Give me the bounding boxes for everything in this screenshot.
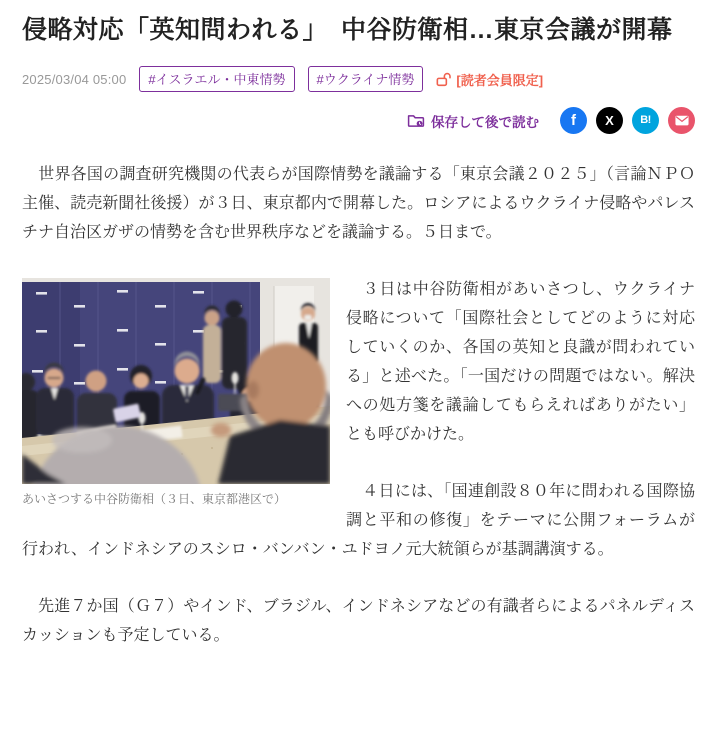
article-title: 侵略対応「英知問われる」 中谷防衛相…東京会議が開幕 bbox=[22, 16, 673, 44]
hatena-icon: B! bbox=[640, 114, 651, 126]
paragraph-lead: 世界各国の調査研究機関の代表らが国際情勢を議論する「東京会議２０２５」（言論ＮＰＯ主催、読売新聞社後援）が３日、東京都内で開幕した。ロシアによるウクライナ侵略やパレスチナ自治区ガザの情勢を含む世界秩序などを議論する。５日まで。 bbox=[22, 166, 695, 241]
share-row bbox=[22, 107, 695, 134]
facebook-share-button[interactable] bbox=[560, 107, 587, 134]
hatena-share-button[interactable] bbox=[632, 107, 659, 134]
tag-ukraine[interactable]: #ウクライナ情勢 bbox=[308, 66, 424, 92]
save-folder-icon bbox=[407, 113, 425, 128]
conference-photo bbox=[22, 278, 330, 484]
mail-share-button[interactable] bbox=[668, 107, 695, 134]
article-body bbox=[22, 160, 695, 650]
x-share-button[interactable] bbox=[596, 107, 623, 134]
mail-icon bbox=[675, 115, 689, 126]
member-only-badge bbox=[436, 70, 543, 89]
paragraph-2: ３日は中谷防衛相があいさつし、ウクライナ侵略について「国際社会としてどのように対応していくのか、各国の英知と良識が問われている」と述べた。「一国だけの問題ではない。解決への処方箋を議論してもらえればありがたい」とも呼びかけた。 bbox=[346, 281, 695, 443]
member-only-label: [読者会員限定] bbox=[456, 72, 544, 88]
paragraph-4: 先進７か国（Ｇ７）やインド、ブラジル、インドネシアなどの有識者らによるパネルディスカッションも予定している。 bbox=[22, 598, 695, 644]
x-icon: X bbox=[605, 113, 614, 128]
save-for-later-label: 保存して後で読む bbox=[431, 114, 539, 130]
unlock-icon bbox=[436, 72, 452, 87]
publish-date: 2025/03/04 05:00 bbox=[22, 71, 127, 87]
article-meta-row bbox=[22, 66, 695, 92]
facebook-icon: f bbox=[571, 112, 576, 129]
photo-caption: あいさつする中谷防衛相（３日、東京都港区で） bbox=[22, 492, 287, 506]
paragraph-3: ４日には、「国連創設８０年に問われる国際協調と平和の修復」をテーマに公開フォーラムが行われ、インドネシアのスシロ・バンバン・ユドヨノ元大統領らが基調講演する。 bbox=[22, 483, 695, 558]
save-for-later-button[interactable] bbox=[407, 111, 539, 131]
tag-israel-mideast[interactable]: #イスラエル・中東情勢 bbox=[139, 66, 294, 92]
article-photo-figure bbox=[22, 278, 330, 508]
